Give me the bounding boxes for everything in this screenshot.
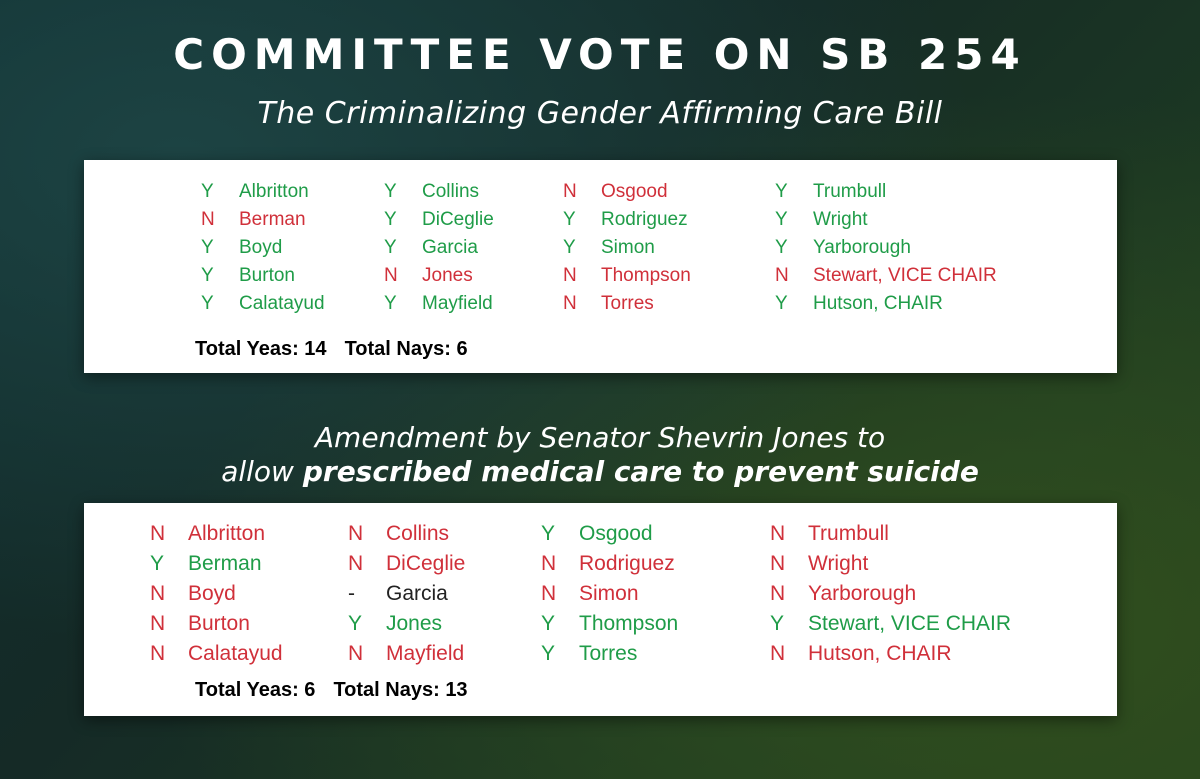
- senator-name: Rodriguez: [601, 209, 688, 230]
- vote-totals: [195, 679, 468, 702]
- senator-name: Wright: [808, 552, 869, 575]
- vote-mark: Y: [384, 293, 397, 314]
- vote-mark: N: [201, 209, 215, 230]
- vote-mark: N: [348, 642, 364, 665]
- senator-name: Trumbull: [808, 522, 889, 545]
- total-yeas: Total Yeas: 6: [195, 679, 316, 701]
- senator-name: DiCeglie: [386, 552, 466, 575]
- senator-name: Boyd: [239, 237, 283, 258]
- senator-name: Simon: [579, 582, 639, 605]
- senator-name: Mayfield: [386, 642, 465, 665]
- vote-mark: N: [150, 612, 166, 635]
- vote-entry: [201, 181, 309, 203]
- senator-name: DiCeglie: [422, 209, 494, 230]
- vote-mark: N: [541, 552, 557, 575]
- vote-mark: N: [563, 265, 577, 286]
- vote-entry: [563, 181, 668, 203]
- vote-mark: Y: [150, 552, 165, 575]
- vote-mark: N: [150, 522, 166, 545]
- senator-name: Hutson, CHAIR: [813, 293, 943, 314]
- senator-name: Albritton: [188, 522, 266, 545]
- vote-entry: [348, 552, 466, 576]
- vote-mark: N: [770, 642, 786, 665]
- senator-name: Stewart, VICE CHAIR: [813, 265, 997, 286]
- vote-entry: [348, 612, 443, 636]
- vote-entry: [150, 552, 262, 576]
- senator-name: Burton: [239, 265, 295, 286]
- vote-entry: [770, 552, 869, 576]
- vote-entry: [563, 265, 691, 287]
- vote-entry: [770, 642, 952, 666]
- vote-entry: [775, 265, 997, 287]
- total-nays: Total Nays: 6: [344, 338, 468, 360]
- vote-mark: N: [770, 582, 786, 605]
- vote-entry: [775, 237, 911, 259]
- senator-name: Calatayud: [239, 293, 325, 314]
- vote-mark: N: [563, 181, 577, 202]
- amendment-heading-line1: Amendment by Senator Shevrin Jones to: [314, 421, 886, 454]
- vote-mark: Y: [384, 237, 397, 258]
- vote-entry: [150, 582, 236, 606]
- vote-mark: Y: [775, 181, 788, 202]
- vote-entry: [541, 612, 679, 636]
- vote-entry: [384, 209, 494, 231]
- page-title: COMMITTEE VOTE ON SB 254: [173, 30, 1027, 79]
- senator-name: Garcia: [386, 582, 448, 605]
- vote-entry: [384, 237, 478, 259]
- senator-name: Berman: [188, 552, 262, 575]
- senator-name: Wright: [813, 209, 868, 230]
- senator-name: Boyd: [188, 582, 236, 605]
- vote-mark: N: [348, 552, 364, 575]
- vote-entry: [384, 265, 473, 287]
- senator-name: Torres: [601, 293, 654, 314]
- vote-mark: Y: [201, 181, 214, 202]
- vote-mark: Y: [541, 642, 556, 665]
- senator-name: Mayfield: [422, 293, 493, 314]
- vote-mark: N: [150, 582, 166, 605]
- senator-name: Rodriguez: [579, 552, 675, 575]
- vote-mark: Y: [541, 612, 556, 635]
- vote-mark: N: [563, 293, 577, 314]
- senator-name: Thompson: [601, 265, 691, 286]
- total-yeas: Total Yeas: 14: [195, 338, 327, 360]
- vote-mark: Y: [201, 293, 214, 314]
- vote-entry: [150, 522, 266, 546]
- vote-mark: N: [775, 265, 789, 286]
- amendment-text-plain: allow: [221, 455, 303, 488]
- vote-mark: Y: [201, 237, 214, 258]
- vote-mark: Y: [384, 209, 397, 230]
- bill-vote-panel: [84, 160, 1117, 373]
- vote-entry: [775, 181, 887, 203]
- vote-mark: -: [348, 582, 355, 605]
- vote-entry: [201, 265, 295, 287]
- vote-entry: [563, 237, 655, 259]
- vote-entry: [384, 293, 493, 315]
- senator-name: Torres: [579, 642, 638, 665]
- vote-entry: [201, 237, 283, 259]
- senator-name: Thompson: [579, 612, 679, 635]
- vote-mark: Y: [563, 237, 576, 258]
- senator-name: Yarborough: [808, 582, 917, 605]
- vote-mark: Y: [384, 181, 397, 202]
- vote-mark: N: [541, 582, 557, 605]
- vote-mark: Y: [563, 209, 576, 230]
- vote-entry: [770, 612, 1012, 636]
- vote-entry: [775, 209, 868, 231]
- senator-name: Osgood: [601, 181, 668, 202]
- vote-mark: Y: [201, 265, 214, 286]
- senator-name: Osgood: [579, 522, 653, 545]
- vote-mark: Y: [775, 293, 788, 314]
- vote-entry: [541, 522, 653, 546]
- vote-entry: [541, 642, 638, 666]
- vote-mark: N: [770, 552, 786, 575]
- senator-name: Jones: [422, 265, 473, 286]
- vote-entry: [563, 293, 654, 315]
- vote-mark: Y: [348, 612, 363, 635]
- senator-name: Hutson, CHAIR: [808, 642, 952, 665]
- vote-entry: [150, 642, 283, 666]
- vote-entry: [384, 181, 480, 203]
- amendment-heading-line2: [0, 455, 1200, 489]
- vote-entry: [770, 522, 889, 546]
- vote-entry: [348, 522, 450, 546]
- vote-entry: [541, 552, 675, 576]
- vote-mark: N: [384, 265, 398, 286]
- vote-mark: Y: [541, 522, 556, 545]
- vote-mark: N: [770, 522, 786, 545]
- senator-name: Collins: [422, 181, 480, 202]
- vote-mark: N: [150, 642, 166, 665]
- total-nays: Total Nays: 13: [333, 679, 468, 701]
- amendment-text-bold: prescribed medical care to prevent suicide: [302, 455, 979, 488]
- vote-entry: [541, 582, 639, 606]
- vote-entry: [201, 293, 325, 315]
- senator-name: Simon: [601, 237, 655, 258]
- vote-totals: [195, 338, 468, 361]
- vote-entry: [775, 293, 943, 315]
- vote-entry: [348, 642, 465, 666]
- vote-mark: Y: [770, 612, 785, 635]
- senator-name: Collins: [386, 522, 450, 545]
- vote-entry: [201, 209, 306, 231]
- senator-name: Berman: [239, 209, 306, 230]
- vote-entry: [563, 209, 688, 231]
- senator-name: Calatayud: [188, 642, 283, 665]
- amendment-vote-panel: [84, 503, 1117, 716]
- vote-mark: N: [348, 522, 364, 545]
- vote-mark: Y: [775, 209, 788, 230]
- senator-name: Yarborough: [813, 237, 911, 258]
- senator-name: Albritton: [239, 181, 309, 202]
- vote-mark: Y: [775, 237, 788, 258]
- senator-name: Burton: [188, 612, 250, 635]
- senator-name: Trumbull: [813, 181, 887, 202]
- senator-name: Stewart, VICE CHAIR: [808, 612, 1012, 635]
- senator-name: Jones: [386, 612, 443, 635]
- page-subtitle: The Criminalizing Gender Affirming Care Bill: [257, 96, 943, 131]
- vote-entry: [348, 582, 448, 606]
- senator-name: Garcia: [422, 237, 478, 258]
- vote-entry: [770, 582, 917, 606]
- vote-entry: [150, 612, 250, 636]
